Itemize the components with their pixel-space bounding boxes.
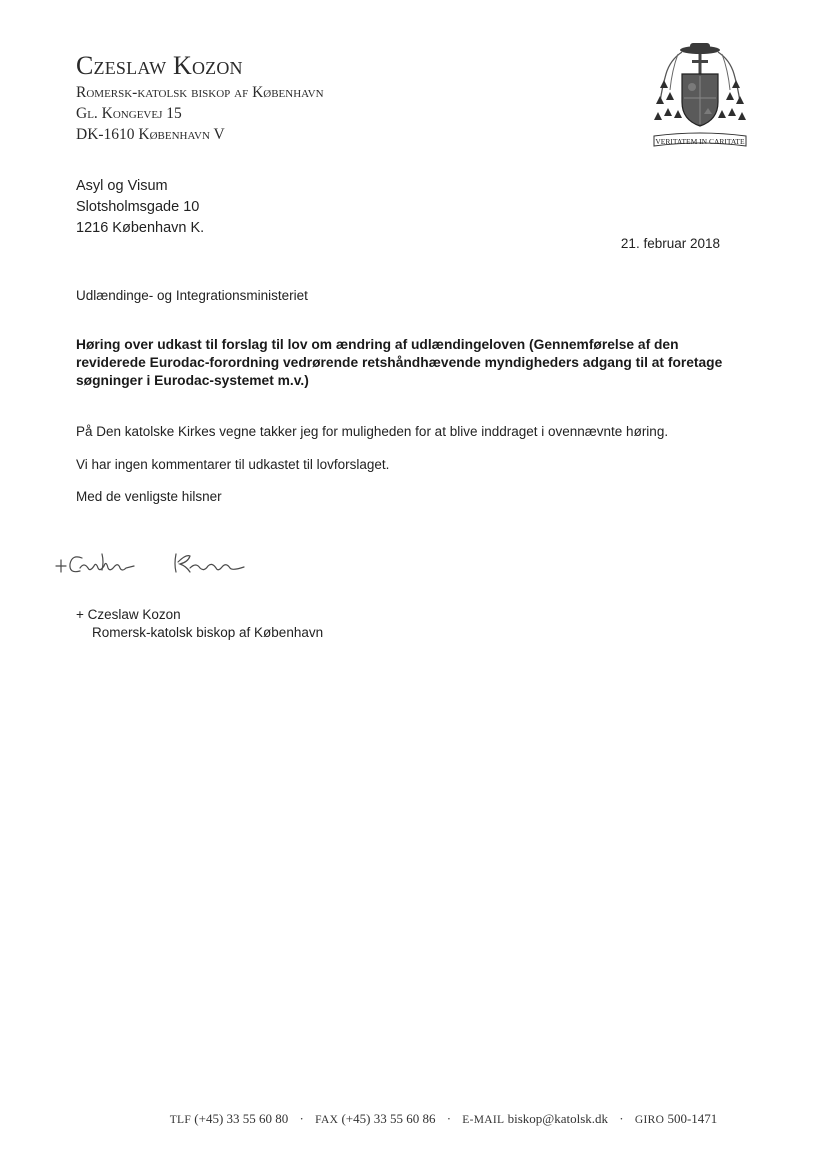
footer-giro: 500-1471: [667, 1111, 718, 1126]
sender-name: Czeslaw Kozon: [76, 51, 243, 80]
coat-of-arms-icon: [648, 40, 752, 152]
footer-email: biskop@katolsk.dk: [507, 1111, 609, 1126]
footer-fax: (+45) 33 55 60 86: [341, 1111, 436, 1126]
footer-email-label: E-MAIL: [462, 1114, 505, 1126]
letter-date: 21. februar 2018: [620, 236, 720, 251]
body-paragraph: Vi har ingen kommentarer til udkastet til lovforslaget.: [76, 457, 390, 472]
handwritten-signature: [50, 540, 260, 590]
svg-text:VERITATEM IN CARITATE: VERITATEM IN CARITATE: [655, 137, 745, 146]
footer-separator: ·: [446, 1111, 452, 1126]
recipient-address: [76, 176, 204, 239]
signer-block: [76, 606, 323, 642]
footer-separator: ·: [619, 1111, 624, 1126]
footer-separator: ·: [299, 1111, 304, 1126]
recipient-line: Asyl og Visum: [76, 178, 168, 194]
body-paragraph: På Den katolske Kirkes vegne takker jeg for muligheden for at blive inddraget i ovennævnte høring.: [76, 424, 669, 439]
sender-address-street: Gl. Kongevej 15: [76, 105, 182, 122]
signer-name: + Czeslaw Kozon: [76, 607, 181, 622]
sender-address-city: DK-1610 København V: [76, 126, 225, 143]
letterhead: [76, 52, 324, 145]
signer-title: Romersk-katolsk biskop af København: [92, 625, 324, 640]
closing-phrase: Med de venligste hilsner: [76, 489, 222, 504]
recipient-line: 1216 København K.: [76, 220, 205, 236]
footer-tlf: (+45) 33 55 60 80: [194, 1111, 289, 1126]
contact-footer: [0, 1111, 827, 1127]
ministry-name: Udlændinge- og Integrationsministeriet: [76, 288, 308, 303]
footer-tlf-label: TLF: [169, 1114, 192, 1126]
footer-giro-label: GIRO: [634, 1114, 665, 1126]
recipient-line: Slotsholmsgade 10: [76, 199, 200, 215]
sender-title: Romersk-katolsk biskop af København: [76, 84, 324, 101]
subject-line: Høring over udkast til forslag til lov om ændring af udlændingeloven (Gennemførelse af den reviderede Eurodac-forordning vedrørende retshåndhævende myndigheders adgang til at foretage søgninger i Eurodac-systemet m.v.): [76, 337, 723, 388]
footer-fax-label: FAX: [315, 1114, 339, 1126]
